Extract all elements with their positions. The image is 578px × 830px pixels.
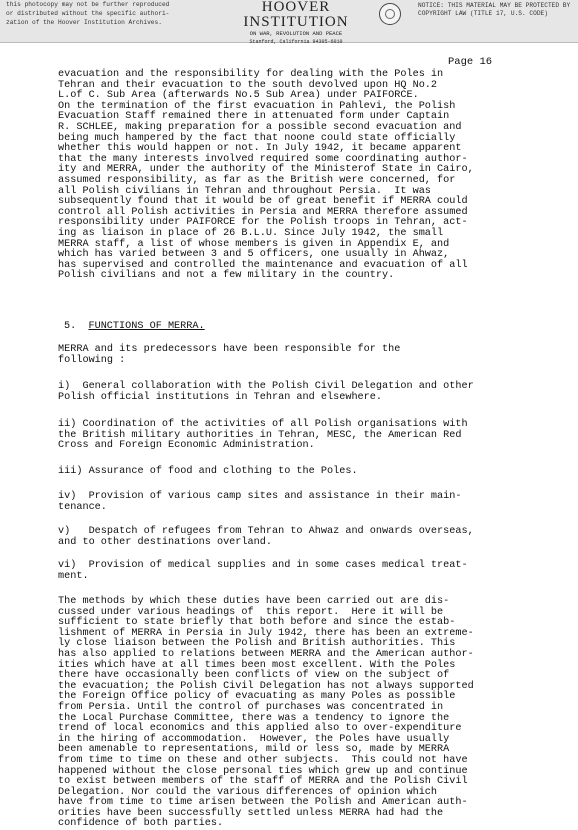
function-item: vi) Provision of medical supplies and in some cases medical treat- ment. [58,560,468,582]
section-intro: MERRA and its predecessors have been responsible for the following : [58,344,401,366]
section-title: FUNCTIONS OF MERRA. [88,321,205,332]
paragraph-evacuation-history: evacuation and the responsibility for dealing with the Poles in Tehran and their evacuation to the south devolved upon HQ No.2 L.of C. Sub Area (afterwards No.5 Sub Area) under PAIFORCE. On the termination of the first evacuation in Pahlevi, the Polish Evacuation Staff remained there in attenuated form under Captain R. SCHLEE, making preparation for a possible second evacuation and being much hampered by the fact that noone could state officially whether this would happen or not. In July 1942, it became apparent that the many interests involved required some coordinating author- ity and MERRA, under the authority of the Ministerof State in Cairo, assumed responsibility, as far as the British were concerned, for all Polish civilians in Tehran and throughout Persia. It was subsequently found that it would be of great benefit if MERRA could control all Polish activities in Persia and MERRA therefore assumed responsibility under PAIFORCE for the Polish troops in Tehran, act- ing as liaison in place of 26 B.L.U. Since July 1942, the small MERRA staff, a list of whose members is given in Appendix E, and which has varied between 3 and 5 officers, one usually in Ahwaz, has supervised and controlled the maintenance and evacuation of all Polish civilians and not a few military in the country. [58,69,474,282]
function-item: ii) Coordination of the activities of all Polish organisations with the British military authorities in Tehran, MESC, the American Red Cross and Foreign Economic Administration. [58,419,468,452]
function-item: iii) Assurance of food and clothing to the Poles. [58,466,358,477]
section-heading [64,322,564,333]
archive-seal-icon [379,3,401,25]
page-number: Page 16 [448,56,493,68]
function-item: i) General collaboration with the Polish Civil Delegation and other Polish official institutions in Tehran and elsewhere. [58,381,474,403]
function-item: v) Despatch of refugees from Tehran to Ahwaz and onwards overseas, and to other destinations overland. [58,526,474,548]
copyright-notice: NOTICE: THIS MATERIAL MAY BE PROTECTED BY COPYRIGHT LAW (TITLE 17, U.S. CODE) [418,2,571,17]
institution-name: HOOVER INSTITUTION [243,0,349,30]
reproduction-notice: this photocopy may not be further reproduced or distributed without the specific authori- zation of the Hoover Institution Archives. [6,1,170,26]
institution-location: Stanford, California 94305-6010 [249,39,343,45]
function-item: iv) Provision of various camp sites and assistance in their main- tenance. [58,491,462,513]
closing-paragraph: The methods by which these duties have been carried out are dis- cussed under various headings of this report. Here it will be sufficient to state briefly that both before and since the estab- lishment of MERRA in Persia in July 1942, there has been an extreme- ly close liaison between the Polish and British authorities. This has also applied to relations between MERRA and the American author- ities which have at all times been most excellent. With the Poles there have occasionally been conflicts of view on the subject of the evacuation; the Polish Civil Delegation has not always supported the Foreign Office policy of evacuating as many Poles as possible from Persia. Until the control of purchases was concentrated in the Local Purchase Committee, there was a tendency to ignore the trend of local economics and this applied also to over-expenditure in the hiring of accommodation. However, the Poles have usually been amenable to representations, mild or less so, made by MERRA from time to time on these and other subjects. This could not have happened without the close personal ties which grew up and continue to exist between members of the staff of MERRA and the Polish Civil Delegation. Nor could the various differences of opinion which have from time to time arisen between the Polish and American auth- orities have been successfully settled unless MERRA had had the confidence of both parties. [58,596,474,830]
institution-subtitle: ON WAR, REVOLUTION AND PEACE [249,30,343,37]
institution-block [216,0,376,46]
section-number: 5. [64,321,77,332]
archive-header [0,0,578,43]
